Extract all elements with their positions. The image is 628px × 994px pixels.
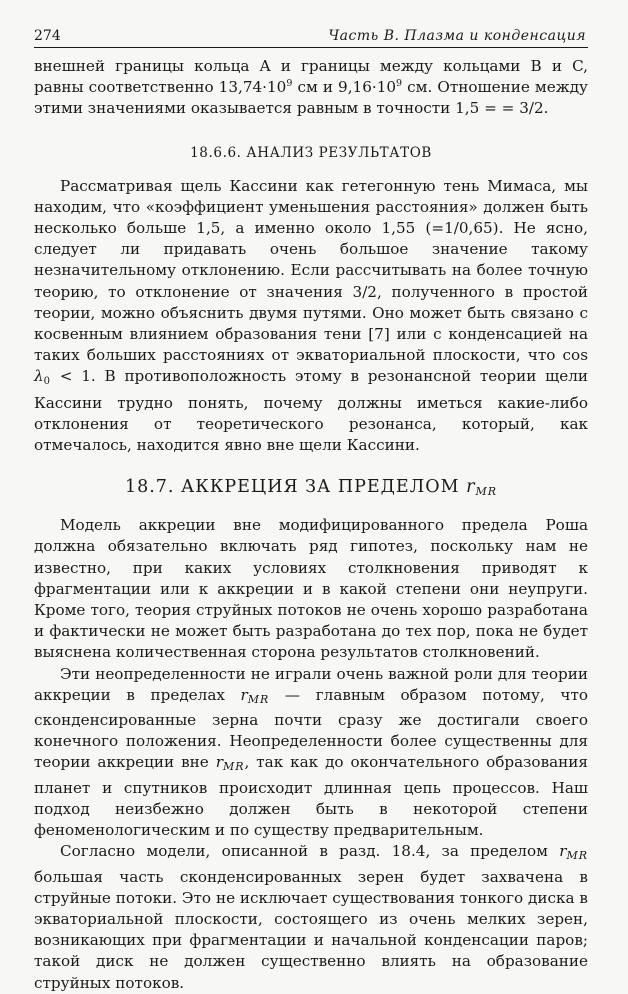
r-subscript: MR	[247, 692, 270, 706]
section-title-text: 18.7. АККРЕЦИЯ ЗА ПРЕДЕЛОМ	[124, 477, 467, 498]
running-header	[34, 28, 588, 48]
r-symbol: r	[240, 685, 248, 704]
book-page	[34, 28, 588, 994]
running-title: Часть B. Плазма и конденсация	[328, 28, 586, 44]
exponent-2: 9	[396, 78, 403, 90]
analysis-paragraph	[34, 176, 588, 457]
r-subscript: MR	[222, 760, 245, 774]
section-title-subscript: MR	[475, 485, 498, 499]
r-symbol: r	[559, 842, 567, 861]
intro-text-2: см и 9,16·10	[292, 78, 397, 97]
p2-text-b: — главным образом потому, что сконденсированные зерна почти сразу же достигали своего конечного положения. Неопределенности более существенны для теории аккреции вне	[34, 685, 589, 772]
p3-text-a: Согласно модели, описанной в разд. 18.4, за пределом	[60, 842, 560, 861]
lambda-subscript: 0	[43, 376, 52, 388]
accretion-paragraph-1: Модель аккреции вне модифицированного предела Роша должна обязательно включать ряд гипотез, поскольку нам не известно, при каких условиях столкновения приводят к фрагментации или к аккреции и в какой степени они неупруги. Кроме того, теория струйных потоков не очень хорошо разработана и фактически не может быть разработана до тех пор, пока не будет выяснена количественная сторона результатов столкновений.	[34, 516, 588, 662]
section-heading-18-7	[34, 476, 588, 503]
section-title-r: r	[466, 477, 476, 498]
intro-paragraph	[34, 56, 588, 120]
exponent-1: 9	[286, 78, 293, 90]
p2-text-a: Эти неопределенности не играли очень важной роли для теории аккреции в пределах	[34, 664, 588, 704]
p3-text-b: большая часть сконденсированных зерен будет захвачена в струйные потоки. Это не исключает существования тонкого диска в экваториальной плоскости, состоящего из очень мелких зерен, возникающих при фрагментации и начальной конденсации паров; такой диск не должен существенно влиять на образование струйных потоков.	[34, 867, 588, 992]
analysis-text-a: Рассматривая щель Кассини как гетегонную тень Мимаса, мы находим, что «коэффициент уменьшения расстояния» должен быть несколько больше 1,5, а именно около 1,55 (=1/0,65). Не ясно, следует ли придавать очень большое значение такому незначительному отклонению. Если рассчитывать на более точную теорию, то отклонение от значения 3/2, полученного в простой теории, можно объяснить двумя путями. Оно может быть связано с косвенным влиянием образования тени [7] или с конденсацией на таких больших расстояниях от экваториальной плоскости, что cos	[34, 176, 588, 365]
r-subscript: MR	[566, 849, 588, 863]
analysis-text-b: < 1. В противоположность этому в резонансной теории щели Кассини трудно понять, почему должны иметься какие-либо отклонения от теоретического резонанса, который, как отмечалось, находится явно вне щели Кассини.	[34, 367, 588, 455]
section-heading-18-6-6: 18.6.6. АНАЛИЗ РЕЗУЛЬТАТОВ	[190, 144, 432, 161]
lambda-symbol: λ	[34, 367, 44, 386]
intro-text-1: внешней границы кольца A и границы между кольцами B и C, равны соответственно 13,74·10	[34, 57, 588, 97]
p2-text-c: , так как до окончательного образования планет и спутников происходит длинная цепь процессов. Наш подход неизбежно должен быть в некоторой степени феноменологическим и по существу предварительным.	[34, 753, 589, 840]
r-symbol: r	[215, 753, 223, 772]
accretion-paragraph-2	[34, 664, 588, 842]
accretion-paragraph-3	[34, 841, 588, 993]
page-number: 274	[34, 28, 61, 44]
intro-text-3: см. Отношение между этими значениями оказывается равным в точности 1,5 = = 3/2.	[34, 78, 588, 118]
